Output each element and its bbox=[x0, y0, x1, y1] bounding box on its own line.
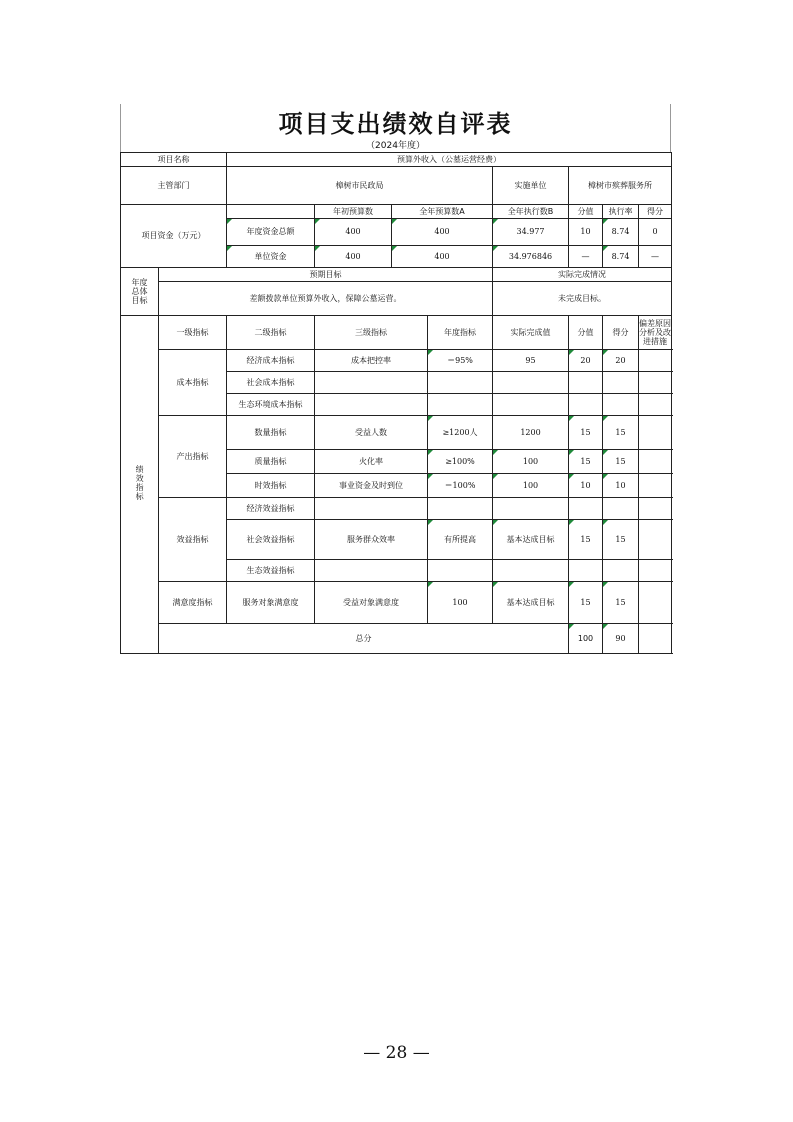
funds-got-value: — bbox=[639, 246, 672, 268]
impl-label: 实施单位 bbox=[493, 167, 569, 205]
funds-executed-header: 全年执行数B bbox=[493, 205, 569, 219]
output-qty-score: 15 bbox=[569, 416, 603, 450]
cost-target: ＝95% bbox=[428, 350, 493, 372]
dept-label: 主管部门 bbox=[121, 167, 227, 205]
project-row bbox=[121, 153, 672, 167]
benefit-l2-eco: 生态效益指标 bbox=[227, 560, 315, 582]
benefit-social-l2: 社会效益指标 bbox=[227, 520, 315, 560]
actual-header: 实际完成值 bbox=[493, 316, 569, 350]
note-header: 偏差原因分析及改进措施 bbox=[639, 316, 672, 350]
dept-row bbox=[121, 167, 672, 205]
satisfaction-l2: 服务对象满意度 bbox=[227, 582, 315, 624]
output-time-got: 10 bbox=[603, 474, 639, 498]
output-qual-l3: 火化率 bbox=[315, 450, 428, 474]
dept-value: 樟树市民政局 bbox=[227, 167, 493, 205]
goal-expected: 差额拨款单位预算外收入，保障公墓运营。 bbox=[159, 282, 493, 316]
output-qty-actual: 1200 bbox=[493, 416, 569, 450]
goal-header-row bbox=[121, 268, 672, 282]
cost-l2-economic: 经济成本指标 bbox=[227, 350, 315, 372]
cost-got: 20 bbox=[603, 350, 639, 372]
total-label: 总分 bbox=[159, 624, 569, 654]
funds-score-value: 10 bbox=[569, 219, 603, 246]
year-label: （2024年度） bbox=[366, 141, 425, 151]
benefit-social-score: 15 bbox=[569, 520, 603, 560]
total-note bbox=[639, 624, 672, 654]
l3-header: 三级指标 bbox=[315, 316, 428, 350]
output-qual-l2: 质量指标 bbox=[227, 450, 315, 474]
funds-row-name: 年度资金总额 bbox=[227, 219, 315, 246]
funds-label: 项目资金（万元） bbox=[121, 205, 227, 268]
satisfaction-score: 15 bbox=[569, 582, 603, 624]
output-qty-l3: 受益人数 bbox=[315, 416, 428, 450]
project-name-label: 项目名称 bbox=[121, 153, 227, 167]
got-header: 得分 bbox=[603, 316, 639, 350]
funds-rate-value: 8.74 bbox=[603, 219, 639, 246]
benefit-social-got: 15 bbox=[603, 520, 639, 560]
output-qual-got: 15 bbox=[603, 450, 639, 474]
funds-header-row bbox=[121, 205, 672, 219]
output-qty-l2: 数量指标 bbox=[227, 416, 315, 450]
output-time-l2: 时效指标 bbox=[227, 474, 315, 498]
output-time-score: 10 bbox=[569, 474, 603, 498]
l2-header: 二级指标 bbox=[227, 316, 315, 350]
funds-executed-value: 34.977 bbox=[493, 219, 569, 246]
cost-score: 20 bbox=[569, 350, 603, 372]
total-row bbox=[121, 624, 672, 654]
indicator-row bbox=[121, 350, 672, 372]
funds-annual-value: 400 bbox=[392, 246, 493, 268]
funds-row-name: 单位资金 bbox=[227, 246, 315, 268]
page-title: 项目支出绩效自评表 bbox=[278, 109, 513, 138]
satisfaction-got: 15 bbox=[603, 582, 639, 624]
output-time-l3: 事业资金及时到位 bbox=[315, 474, 428, 498]
funds-rate-value: 8.74 bbox=[603, 246, 639, 268]
funds-annual-value: 400 bbox=[392, 219, 493, 246]
benefit-social-l3: 服务群众效率 bbox=[315, 520, 428, 560]
cost-note bbox=[639, 350, 672, 372]
funds-blank bbox=[227, 205, 315, 219]
score-header: 分值 bbox=[569, 316, 603, 350]
benefit-l1: 效益指标 bbox=[159, 498, 227, 582]
impl-value: 樟树市殡葬服务所 bbox=[569, 167, 672, 205]
funds-initial-value: 400 bbox=[315, 219, 392, 246]
benefit-social-target: 有所提高 bbox=[428, 520, 493, 560]
funds-initial-header: 年初预算数 bbox=[315, 205, 392, 219]
indicator-label: 绩效指标 bbox=[121, 316, 159, 654]
output-qual-actual: 100 bbox=[493, 450, 569, 474]
page-number: — 28 — bbox=[363, 1043, 430, 1063]
funds-got-header: 得分 bbox=[639, 205, 672, 219]
performance-table bbox=[120, 152, 672, 654]
total-score: 100 bbox=[569, 624, 603, 654]
satisfaction-l1: 满意度指标 bbox=[159, 582, 227, 624]
target-header: 年度指标 bbox=[428, 316, 493, 350]
funds-executed-value: 34.976846 bbox=[493, 246, 569, 268]
goal-actual: 未完成目标。 bbox=[493, 282, 672, 316]
total-got: 90 bbox=[603, 624, 639, 654]
project-name-value: 预算外收入（公墓运营经费） bbox=[227, 153, 672, 167]
cost-l2-social: 社会成本指标 bbox=[227, 372, 315, 394]
cost-l2-eco: 生态环境成本指标 bbox=[227, 394, 315, 416]
benefit-social-actual: 基本达成目标 bbox=[493, 520, 569, 560]
goal-expected-header: 预期目标 bbox=[159, 268, 493, 282]
l1-header: 一级指标 bbox=[159, 316, 227, 350]
output-qual-score: 15 bbox=[569, 450, 603, 474]
cost-actual: 95 bbox=[493, 350, 569, 372]
satisfaction-actual: 基本达成目标 bbox=[493, 582, 569, 624]
output-time-target: ＝100% bbox=[428, 474, 493, 498]
satisfaction-l3: 受益对象满意度 bbox=[315, 582, 428, 624]
output-qual-target: ≥100% bbox=[428, 450, 493, 474]
funds-score-header: 分值 bbox=[569, 205, 603, 219]
indicator-row bbox=[121, 416, 672, 450]
funds-annual-header: 全年预算数A bbox=[392, 205, 493, 219]
indicator-row bbox=[121, 582, 672, 624]
cost-l1: 成本指标 bbox=[159, 350, 227, 416]
benefit-l2-economic: 经济效益指标 bbox=[227, 498, 315, 520]
goal-label: 年度总体目标 bbox=[121, 268, 159, 316]
indicator-header-row bbox=[121, 316, 672, 350]
output-l1: 产出指标 bbox=[159, 416, 227, 498]
output-qty-target: ≥1200人 bbox=[428, 416, 493, 450]
funds-score-value: — bbox=[569, 246, 603, 268]
goal-actual-header: 实际完成情况 bbox=[493, 268, 672, 282]
output-time-actual: 100 bbox=[493, 474, 569, 498]
funds-rate-header: 执行率 bbox=[603, 205, 639, 219]
satisfaction-target: 100 bbox=[428, 582, 493, 624]
funds-initial-value: 400 bbox=[315, 246, 392, 268]
goal-content-row bbox=[121, 282, 672, 316]
funds-got-value: 0 bbox=[639, 219, 672, 246]
indicator-row bbox=[121, 498, 672, 520]
output-qty-got: 15 bbox=[603, 416, 639, 450]
cost-l3: 成本把控率 bbox=[315, 350, 428, 372]
